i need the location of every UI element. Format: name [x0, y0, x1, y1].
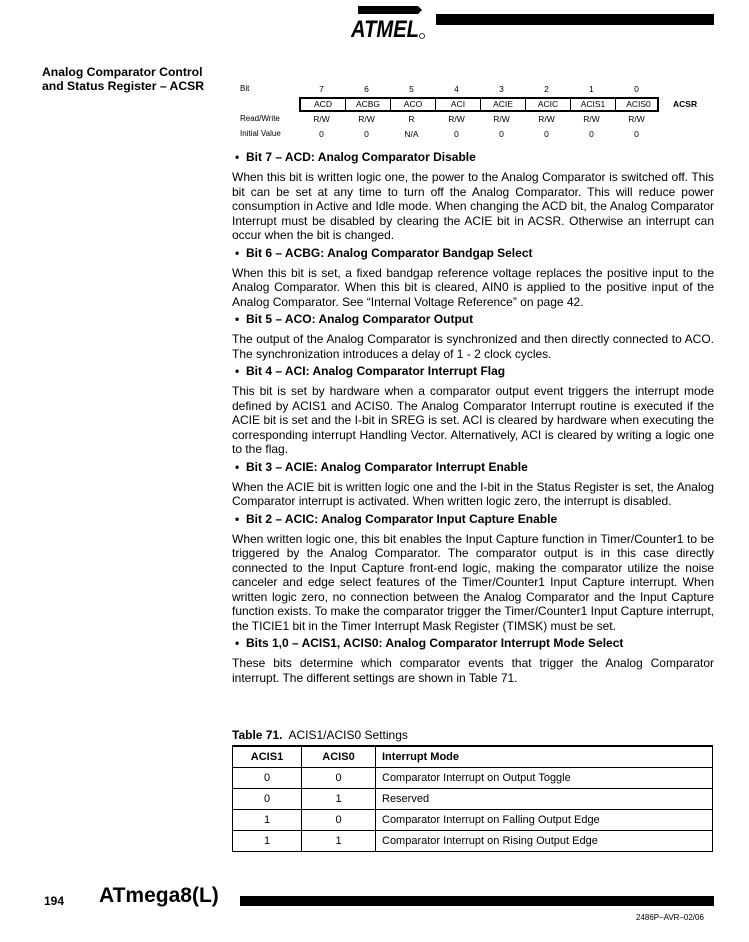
bit-number: 6 [364, 84, 369, 94]
register-name: ACSR [673, 99, 698, 109]
init-value: 0 [544, 129, 549, 139]
init-value: 0 [319, 129, 324, 139]
table-caption-label: Table 71. [232, 728, 283, 742]
register-bit-name: ACI [436, 98, 481, 111]
rw-value: R/W [538, 114, 555, 124]
register-bit-name: ACO [391, 98, 436, 111]
rw-value: R/W [313, 114, 330, 124]
section-acic [232, 512, 714, 634]
cell-mode: Reserved [376, 788, 713, 809]
bit-heading [232, 460, 714, 474]
bit-heading [232, 150, 714, 164]
bit-heading-text: Bit 2 – ACIC: Analog Comparator Input Capture Enable [246, 511, 558, 526]
bit-heading [232, 246, 714, 260]
bit-number: 7 [319, 84, 324, 94]
table-caption-text: ACIS1/ACIS0 Settings [288, 728, 408, 742]
rw-value: R [408, 114, 415, 124]
bit-heading-text: Bit 6 – ACBG: Analog Comparator Bandgap Select [246, 245, 533, 260]
svg-text:ATMEL: ATMEL [350, 16, 419, 40]
table-row [233, 809, 713, 830]
register-bit-name: ACD [301, 98, 346, 111]
bit-heading-text: Bit 5 – ACO: Analog Comparator Output [246, 312, 474, 326]
table-header-row [233, 746, 713, 767]
init-value: 0 [454, 129, 459, 139]
init-value: 0 [634, 129, 639, 139]
bit-number: 4 [454, 84, 459, 94]
document-title: ATmega8(L) [99, 884, 219, 907]
rw-value: R/W [358, 114, 375, 124]
footer-bar [240, 896, 714, 906]
cell-acis0: 1 [302, 830, 376, 851]
section-acis [232, 636, 714, 685]
bit-heading-text: Bit 4 – ACI: Analog Comparator Interrupt Flag [246, 364, 506, 378]
bit-heading [232, 364, 714, 378]
init-value: N/A [404, 129, 419, 139]
register-bit-name: ACBG [346, 98, 391, 111]
bit-number: 0 [634, 84, 639, 94]
table-row [233, 830, 713, 851]
bit-paragraph: When the ACIE bit is written logic one and the I-bit in the Status Register is set, the Analog Comparator interrupt is activated. When written logic zero, the interrupt is disabled. [232, 479, 714, 508]
bit-descriptions [232, 150, 714, 688]
rw-value: R/W [583, 114, 600, 124]
bit-heading-text: Bit 7 – ACD: Analog Comparator Disable [246, 150, 476, 164]
rw-value: R/W [493, 114, 510, 124]
table-row [233, 788, 713, 809]
bullet: • [235, 511, 240, 526]
register-bit-name: ACIS0 [626, 99, 651, 109]
register-bit-name: ACIS1 [571, 98, 616, 111]
bit-heading [232, 312, 714, 326]
rw-value: R/W [448, 114, 465, 124]
cell-mode: Comparator Interrupt on Falling Output Edge [376, 809, 713, 830]
cell-acis0: 1 [302, 788, 376, 809]
section-acd [232, 150, 714, 243]
table-row [233, 767, 713, 788]
document-code: 2486P–AVR–02/06 [636, 913, 704, 922]
bit-paragraph: When written logic one, this bit enables the Input Capture function in Timer/Counter1 to be triggered by the Analog Comparator. The comparator output is in this case directly connected to the Input Capture front-end logic, making the comparator utilize the noise canceler and edge select features of the Timer/Counter1 Input Capture interrupt. When written logic zero, no connection between the Analog Comparator and the Input Capture function exists. To make the comparator trigger the Timer/Counter1 Input Capture interrupt, the TICIE1 bit in the Timer Interrupt Mask Register (TIMSK) must be set. [232, 531, 715, 633]
cell-acis1: 0 [233, 788, 302, 809]
bit-heading [232, 636, 714, 650]
cell-acis1: 0 [233, 767, 302, 788]
bit-number: 3 [499, 84, 504, 94]
init-value: 0 [589, 129, 594, 139]
bit-heading-text: Bits 1,0 – ACIS1, ACIS0: Analog Comparator Interrupt Mode Select [246, 636, 624, 650]
rw-value: R/W [628, 114, 645, 124]
bit-number: 1 [589, 84, 594, 94]
bit-paragraph: When this bit is written logic one, the power to the Analog Comparator is switched off. This bit can be set at any time to turn off the Analog Comparator. This will reduce power consumption in Active and Idle mode. When changing the ACD bit, the Analog Comparator Interrupt must be disabled by clearing the ACIE bit in ACSR. Otherwise an interrupt can occur when the bit is changed. [232, 170, 714, 242]
bullet: • [235, 150, 240, 164]
init-value: 0 [364, 129, 369, 139]
section-heading-line2: and Status Register – ACSR [42, 79, 205, 93]
bit-paragraph: This bit is set by hardware when a comparator output event triggers the interrupt mode defined by ACIS1 and ACIS0. The Analog Comparator Interrupt routine is executed if the ACIE bit is set and the I-bit in SREG is set. ACI is cleared by hardware when executing the corresponding interrupt Handling Vector. Alternatively, ACI is cleared by writing a logic one to the flag. [232, 384, 714, 456]
acis-settings-table [232, 745, 713, 852]
bullet: • [235, 459, 240, 474]
section-acbg [232, 246, 714, 310]
cell-acis0: 0 [302, 809, 376, 830]
header-acis1: ACIS1 [233, 746, 302, 767]
cell-acis1: 1 [233, 809, 302, 830]
section-acie [232, 460, 714, 509]
cell-mode: Comparator Interrupt on Output Toggle [376, 767, 713, 788]
bit-number: 5 [409, 84, 414, 94]
bit-paragraph: The output of the Analog Comparator is synchronized and then directly connected to ACO. The synchronization introduces a delay of 1 - 2 clock cycles. [232, 332, 714, 361]
bit-number: 2 [544, 84, 549, 94]
header-interrupt-mode: Interrupt Mode [376, 746, 713, 767]
section-aci [232, 364, 714, 457]
cell-mode: Comparator Interrupt on Rising Output Edge [376, 830, 713, 851]
header-acis0: ACIS0 [302, 746, 376, 767]
init-row-label: Initial Value [240, 129, 281, 138]
section-heading-line1: Analog Comparator Control [42, 65, 203, 79]
bullet: • [235, 636, 240, 650]
init-value: 0 [499, 129, 504, 139]
table-caption [232, 728, 408, 742]
cell-acis1: 1 [233, 830, 302, 851]
bullet: • [235, 245, 240, 260]
rw-row-label: Read/Write [240, 114, 280, 123]
bit-paragraph: These bits determine which comparator events that trigger the Analog Comparator interrupt. The different settings are shown in Table 71. [232, 656, 714, 685]
bit-paragraph: When this bit is set, a fixed bandgap reference voltage replaces the positive input to the Analog Comparator. When this bit is cleared, AIN0 is applied to the positive input of the Analog Comparator. See “Internal Voltage Reference” on page 42. [232, 265, 714, 309]
bit-heading [232, 512, 714, 526]
register-bit-name: ACIE [481, 98, 526, 111]
section-aco [232, 312, 714, 361]
bit-row-label: Bit [240, 84, 250, 93]
register-diagram [0, 0, 749, 150]
bullet: • [235, 364, 240, 378]
bullet: • [235, 312, 240, 326]
register-bit-name: ACIC [526, 98, 571, 111]
page-number: 194 [44, 894, 65, 908]
bit-heading-text: Bit 3 – ACIE: Analog Comparator Interrupt Enable [246, 459, 528, 474]
cell-acis0: 0 [302, 767, 376, 788]
